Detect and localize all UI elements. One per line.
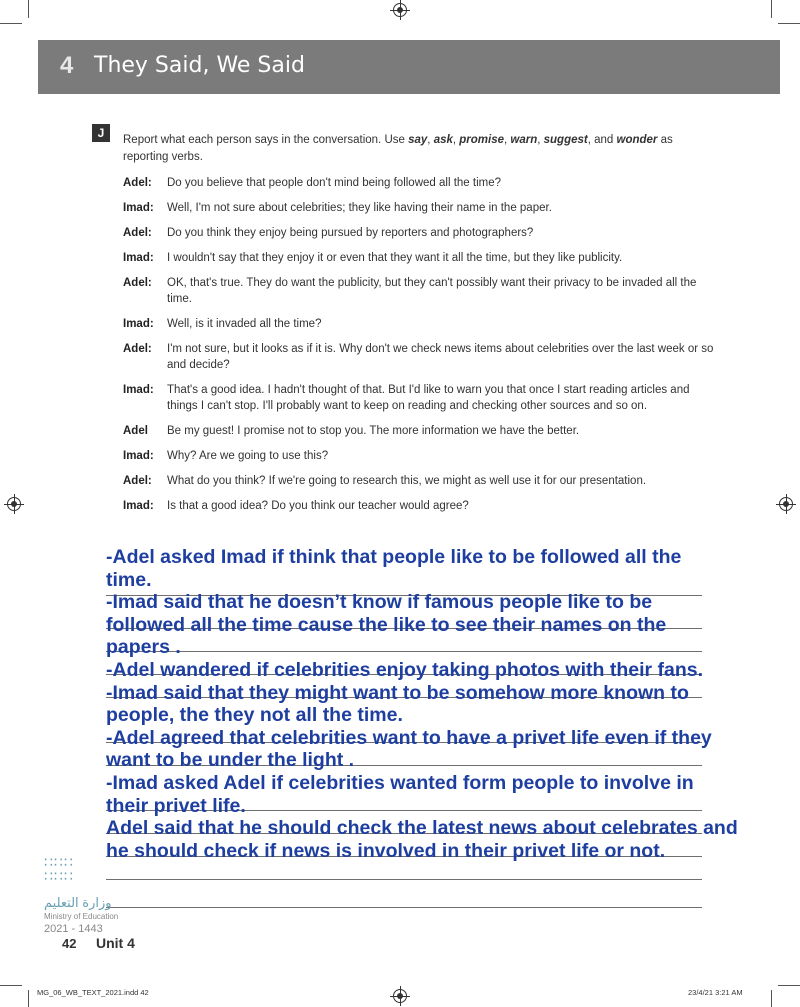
dialogue-line [123, 473, 723, 489]
speaker: Imad: [123, 384, 154, 396]
dialogue-line [123, 382, 723, 414]
writing-line [106, 879, 702, 880]
dialogue-line [123, 423, 723, 439]
speaker: Adel: [123, 343, 152, 355]
print-timestamp: 23/4/21 3:21 AM [688, 988, 743, 997]
verb-ask: ask [433, 134, 453, 146]
dialogue-line [123, 341, 723, 373]
answer-line: -Imad said that he doesn’t know if famous people like to be [106, 591, 653, 614]
separator: , and [587, 134, 617, 146]
speaker: Adel: [123, 475, 152, 487]
file-slug: MG_06_WB_TEXT_2021.indd 42 [37, 988, 149, 997]
instruction-text: Report what each person says in the conversation. Use [123, 134, 409, 146]
speech: OK, that's true. They do want the publicity, but they can't possibly want their privacy to be invaded all the time. [167, 277, 697, 305]
crop-mark [771, 990, 772, 1007]
dialogue-line [123, 275, 723, 307]
answer-line: -Imad asked Adel if celebrities wanted form people to involve in [106, 771, 694, 794]
speech: Why? Are we going to use this? [167, 450, 329, 462]
speech: I wouldn't say that they enjoy it or even that they want it all the time, but they like publicity. [167, 252, 623, 264]
writing-line [106, 907, 702, 908]
speaker: Adel: [123, 177, 152, 189]
speech: Is that a good idea? Do you think our teacher would agree? [167, 500, 469, 512]
separator: , [452, 134, 460, 146]
speaker: Imad: [123, 252, 154, 264]
answer-line: -Adel wandered if celebrities enjoy taking photos with their fans. [106, 658, 704, 681]
unit-number: 4 [60, 52, 74, 79]
verb-wonder: wonder [616, 134, 658, 146]
speech: That's a good idea. I hadn't thought of that. But I'd like to warn you that once I start reading articles and things I can't stop. I'll probably want to keep on reading and checking other sources and so on. [167, 384, 690, 412]
registration-mark-icon [393, 3, 407, 17]
exercise-instruction [123, 132, 703, 166]
edition-year: 2021 - 1443 [44, 923, 103, 935]
separator: , [504, 134, 511, 146]
speaker: Adel [123, 425, 148, 437]
unit-title: They Said, We Said [94, 53, 305, 78]
dialogue-line [123, 225, 723, 241]
answer-line: their privet life. [106, 794, 246, 817]
dialogue-line [123, 316, 723, 332]
answer-line: time. [106, 568, 152, 591]
speech: Do you believe that people don't mind being followed all the time? [167, 177, 501, 189]
crop-mark [28, 990, 29, 1007]
unit-header-banner [38, 40, 780, 94]
conversation [123, 175, 723, 523]
logo-dots-icon: ∷∷∷ ∷∷∷ [44, 854, 74, 884]
speaker: Adel: [123, 277, 152, 289]
answer-line: Adel said that he should check the latest news about celebrates and [106, 817, 738, 840]
crop-mark [0, 985, 22, 986]
crop-mark [771, 0, 772, 18]
answer-line: people, the they not all the time. [106, 704, 403, 727]
instruction-text: as reporting verbs. [123, 134, 673, 163]
speaker: Imad: [123, 450, 154, 462]
answer-line: -Imad said that they might want to be somehow more known to [106, 681, 689, 704]
verb-suggest: suggest [543, 134, 588, 146]
crop-mark [0, 23, 22, 24]
answer-text [106, 546, 766, 862]
speaker: Imad: [123, 202, 154, 214]
speech: Be my guest! I promise not to stop you. The more information we have the better. [167, 425, 580, 437]
verb-say: say [408, 134, 428, 146]
ministry-logo [44, 854, 144, 935]
page-number: 42 [62, 936, 77, 951]
speech: What do you think? If we're going to research this, we might as well use it for our presentation. [167, 475, 647, 487]
verb-promise: promise [459, 134, 505, 146]
answer-line: -Adel agreed that celebrities want to have a privet life even if they [106, 726, 712, 749]
speech: Well, is it invaded all the time? [167, 318, 322, 330]
answer-line: -Adel asked Imad if think that people like to be followed all the [106, 546, 682, 568]
answer-line: followed all the time cause the like to see their names on the [106, 613, 667, 636]
dialogue-line [123, 175, 723, 191]
verb-warn: warn [510, 134, 538, 146]
crop-mark [778, 23, 800, 24]
ministry-name: Ministry of Education [44, 912, 119, 921]
dialogue-line [123, 448, 723, 464]
crop-mark [778, 985, 800, 986]
answer-line: want to be under the light . [106, 749, 355, 772]
exercise-letter-badge: J [92, 124, 110, 142]
logo-arabic-text: وزارة التعليم [44, 895, 112, 910]
answer-line: papers . [106, 636, 181, 659]
answer-line: he should check if news is involved in their privet life or not. [106, 839, 666, 862]
speech: I'm not sure, but it looks as if it is. Why don't we check news items about celebrities over the last week or so and decide? [167, 343, 714, 371]
speaker: Adel: [123, 227, 152, 239]
speech: Do you think they enjoy being pursued by reporters and photographers? [167, 227, 534, 239]
speaker: Imad: [123, 500, 154, 512]
crop-mark [28, 0, 29, 18]
dialogue-line [123, 498, 723, 514]
dialogue-line [123, 200, 723, 216]
separator: , [537, 134, 544, 146]
unit-label: Unit 4 [96, 935, 135, 951]
registration-mark-icon [779, 497, 793, 511]
separator: , [427, 134, 434, 146]
registration-mark-icon [7, 497, 21, 511]
registration-mark-icon [393, 989, 407, 1003]
speech: Well, I'm not sure about celebrities; they like having their name in the paper. [167, 202, 552, 214]
dialogue-line [123, 250, 723, 266]
speaker: Imad: [123, 318, 154, 330]
